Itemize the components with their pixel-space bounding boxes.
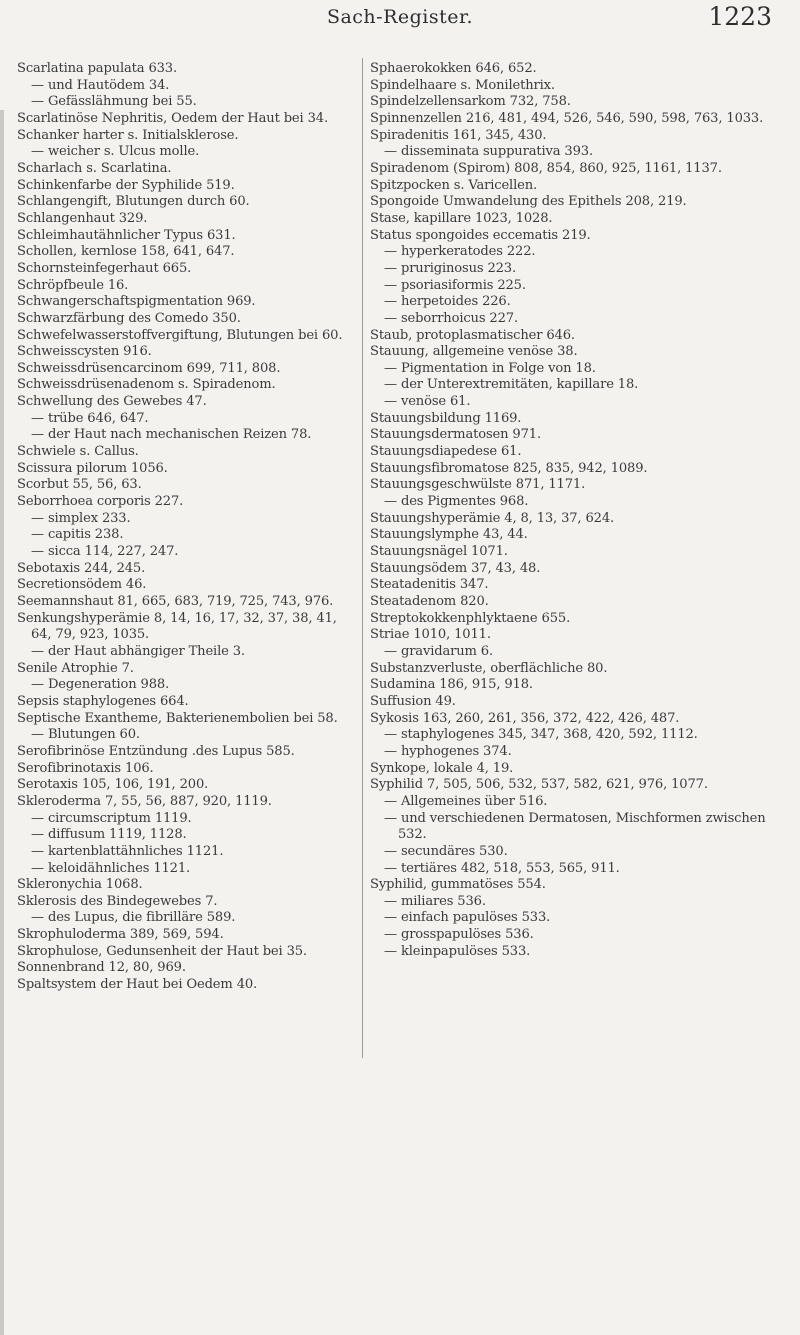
index-entry: Stauungsfibromatose 825, 835, 942, 1089. — [370, 460, 648, 476]
index-subentry: — psoriasiformis 225. — [384, 277, 526, 293]
index-entry: Schwefelwasserstoffvergiftung, Blutungen bei 60. — [17, 327, 343, 343]
page-margin-shadow — [0, 110, 4, 1335]
index-entry: Steatadenitis 347. — [370, 577, 489, 593]
index-entry: Scarlatinöse Nephritis, Oedem der Haut bei 34. — [17, 110, 328, 126]
index-entry: Spiradenom (Spirom) 808, 854, 860, 925, 1161, 1137. — [370, 160, 722, 176]
index-entry: Schröpfbeule 16. — [17, 277, 129, 293]
index-entry: Stauungsödem 37, 43, 48. — [370, 560, 541, 576]
index-subentry: — circumscriptum 1119. — [31, 810, 192, 826]
index-entry: Schwangerschaftspigmentation 969. — [17, 294, 256, 310]
index-subentry: — simplex 233. — [31, 510, 131, 526]
index-entry: Striae 1010, 1011. — [370, 627, 491, 643]
index-entry: Sudamina 186, 915, 918. — [370, 677, 533, 693]
index-entry: Sykosis 163, 260, 261, 356, 372, 422, 426, 487. — [370, 710, 680, 726]
index-subentry: — einfach papulöses 533. — [384, 910, 551, 926]
index-subentry: — sicca 114, 227, 247. — [31, 544, 179, 560]
index-subentry: — der Haut nach mechanischen Reizen 78. — [31, 427, 312, 443]
index-entry: Serofibrinöse Entzündung .des Lupus 585. — [17, 743, 295, 759]
index-entry: Scorbut 55, 56, 63. — [17, 477, 142, 493]
index-entry: Sepsis staphylogenes 664. — [17, 693, 189, 709]
index-subentry: — miliares 536. — [384, 893, 486, 909]
index-entry: Spindelzellensarkom 732, 758. — [370, 94, 571, 110]
index-entry: Seborrhoea corporis 227. — [17, 494, 184, 510]
index-entry: Stauungsgeschwülste 871, 1171. — [370, 477, 586, 493]
index-subentry: — des Pigmentes 968. — [384, 494, 529, 510]
index-column-left — [17, 61, 357, 994]
index-subentry: — Pigmentation in Folge von 18. — [384, 360, 596, 376]
column-divider — [362, 58, 363, 1058]
index-entry: Stauungslymphe 43, 44. — [370, 527, 528, 543]
index-subentry: — seborrhoicus 227. — [384, 310, 518, 326]
index-entry: Spindelhaare s. Monilethrix. — [370, 77, 555, 93]
index-entry: Serofibrinotaxis 106. — [17, 760, 154, 776]
index-entry: Schweissdrüsencarcinom 699, 711, 808. — [17, 360, 281, 376]
index-entry: Skrophuloderma 389, 569, 594. — [17, 927, 224, 943]
index-entry: Scharlach s. Scarlatina. — [17, 160, 172, 176]
index-entry: Stauung, allgemeine venöse 38. — [370, 344, 578, 360]
index-subentry: — venöse 61. — [384, 394, 471, 410]
index-entry: Sphaerokokken 646, 652. — [370, 61, 537, 76]
index-entry: Scarlatina papulata 633. — [17, 61, 177, 76]
index-subentry: — der Haut abhängiger Theile 3. — [31, 643, 245, 659]
page-title: Sach-Register. — [326, 6, 474, 28]
index-subentry: — weicher s. Ulcus molle. — [31, 144, 200, 160]
index-subentry: — trübe 646, 647. — [31, 410, 149, 426]
index-subentry: — capitis 238. — [31, 527, 124, 543]
index-entry: Skleronychia 1068. — [17, 877, 143, 893]
index-subentry: — der Unterextremitäten, kapillare 18. — [384, 377, 639, 393]
index-subentry: — staphylogenes 345, 347, 368, 420, 592, 1112. — [384, 727, 698, 743]
index-entry: Stase, kapillare 1023, 1028. — [370, 210, 553, 226]
index-entry: Sonnenbrand 12, 80, 969. — [17, 960, 186, 976]
index-entry: Stauungsdermatosen 971. — [370, 427, 541, 443]
index-entry: Stauungsdiapedese 61. — [370, 444, 522, 460]
index-subentry: — des Lupus, die fibrilläre 589. — [31, 910, 236, 926]
index-entry: Stauungsnägel 1071. — [370, 544, 508, 560]
index-entry: Skrophulose, Gedunsenheit der Haut bei 35. — [17, 943, 307, 959]
index-entry: Schwiele s. Callus. — [17, 444, 139, 460]
index-entry: Spitzpocken s. Varicellen. — [370, 177, 538, 193]
index-entry: Status spongoides eccematis 219. — [370, 227, 591, 243]
index-entry: Schwarzfärbung des Comedo 350. — [17, 310, 241, 326]
index-entry: Schwellung des Gewebes 47. — [17, 394, 207, 410]
index-entry: Skleroderma 7, 55, 56, 887, 920, 1119. — [17, 793, 272, 809]
index-entry: Stauungsbildung 1169. — [370, 410, 522, 426]
index-entry: Schinkenfarbe der Syphilide 519. — [17, 177, 235, 193]
index-entry: Steatadenom 820. — [370, 594, 489, 609]
index-entry: Staub, protoplasmatischer 646. — [370, 327, 575, 343]
index-subentry: — Allgemeines über 516. — [384, 793, 548, 809]
index-entry: Stauungshyperämie 4, 8, 13, 37, 624. — [370, 510, 615, 526]
index-entry: Syphilid 7, 505, 506, 532, 537, 582, 621, 976, 1077. — [370, 777, 708, 793]
index-subentry: — grosspapulöses 536. — [384, 927, 534, 943]
index-entry: Spongoide Umwandelung des Epithels 208, 219. — [370, 194, 687, 210]
index-entry: Senkungshyperämie 8, 14, 16, 17, 32, 37, 38, 41, 64, 79, 923, 1035. — [17, 610, 337, 643]
index-entry: Sebotaxis 244, 245. — [17, 560, 146, 576]
index-entry: Senile Atrophie 7. — [17, 660, 134, 676]
index-subentry: — Gefässlähmung bei 55. — [31, 94, 197, 110]
index-entry: Spaltsystem der Haut bei Oedem 40. — [17, 977, 258, 993]
index-subentry: — gravidarum 6. — [384, 643, 493, 659]
index-entry: Secretionsödem 46. — [17, 577, 147, 593]
index-entry: Spiradenitis 161, 345, 430. — [370, 127, 547, 143]
index-entry: Schweisscysten 916. — [17, 344, 152, 360]
index-subentry: — keloidähnliches 1121. — [31, 860, 191, 876]
index-entry: Synkope, lokale 4, 19. — [370, 760, 514, 776]
page-header — [0, 0, 800, 40]
index-entry: Syphilid, gummatöses 554. — [370, 877, 546, 893]
index-entry: Spinnenzellen 216, 481, 494, 526, 546, 590, 598, 763, 1033. — [370, 110, 764, 126]
index-subentry: — und Hautödem 34. — [31, 77, 170, 93]
index-entry: Suffusion 49. — [370, 693, 456, 709]
index-subentry: — herpetoides 226. — [384, 294, 511, 310]
index-subentry: — hyperkeratodes 222. — [384, 244, 536, 260]
page-number: 1223 — [708, 2, 772, 31]
index-entry: Schlangengift, Blutungen durch 60. — [17, 194, 250, 210]
index-subentry: — und verschiedenen Dermatosen, Mischformen zwischen 532. — [384, 810, 766, 843]
index-subentry: — hyphogenes 374. — [384, 743, 512, 759]
index-column-right — [370, 61, 780, 960]
index-entry: Schollen, kernlose 158, 641, 647. — [17, 244, 235, 260]
index-subentry: — kartenblattähnliches 1121. — [31, 843, 224, 859]
index-entry: Schanker harter s. Initialsklerose. — [17, 127, 239, 143]
index-subentry: — Blutungen 60. — [31, 727, 140, 743]
index-entry: Schleimhautähnlicher Typus 631. — [17, 227, 236, 243]
index-entry: Scissura pilorum 1056. — [17, 460, 168, 476]
index-subentry: — tertiäres 482, 518, 553, 565, 911. — [384, 860, 620, 876]
index-entry: Schornsteinfegerhaut 665. — [17, 260, 192, 276]
index-entry: Serotaxis 105, 106, 191, 200. — [17, 777, 209, 793]
index-subentry: — secundäres 530. — [384, 843, 508, 859]
index-entry: Septische Exantheme, Bakterienembolien bei 58. — [17, 710, 338, 726]
index-entry: Sklerosis des Bindegewebes 7. — [17, 893, 218, 909]
index-subentry: — Degeneration 988. — [31, 677, 170, 693]
index-entry: Schlangenhaut 329. — [17, 210, 148, 226]
index-subentry: — disseminata suppurativa 393. — [384, 144, 593, 160]
index-entry: Seemannshaut 81, 665, 683, 719, 725, 743, 976. — [17, 594, 334, 609]
index-subentry: — kleinpapulöses 533. — [384, 943, 531, 959]
index-subentry: — pruriginosus 223. — [384, 260, 517, 276]
index-entry: Substanzverluste, oberflächliche 80. — [370, 660, 608, 676]
index-entry: Schweissdrüsenadenom s. Spiradenom. — [17, 377, 276, 393]
index-subentry: — diffusum 1119, 1128. — [31, 827, 187, 843]
index-entry: Streptokokkenphlyktaene 655. — [370, 610, 571, 626]
